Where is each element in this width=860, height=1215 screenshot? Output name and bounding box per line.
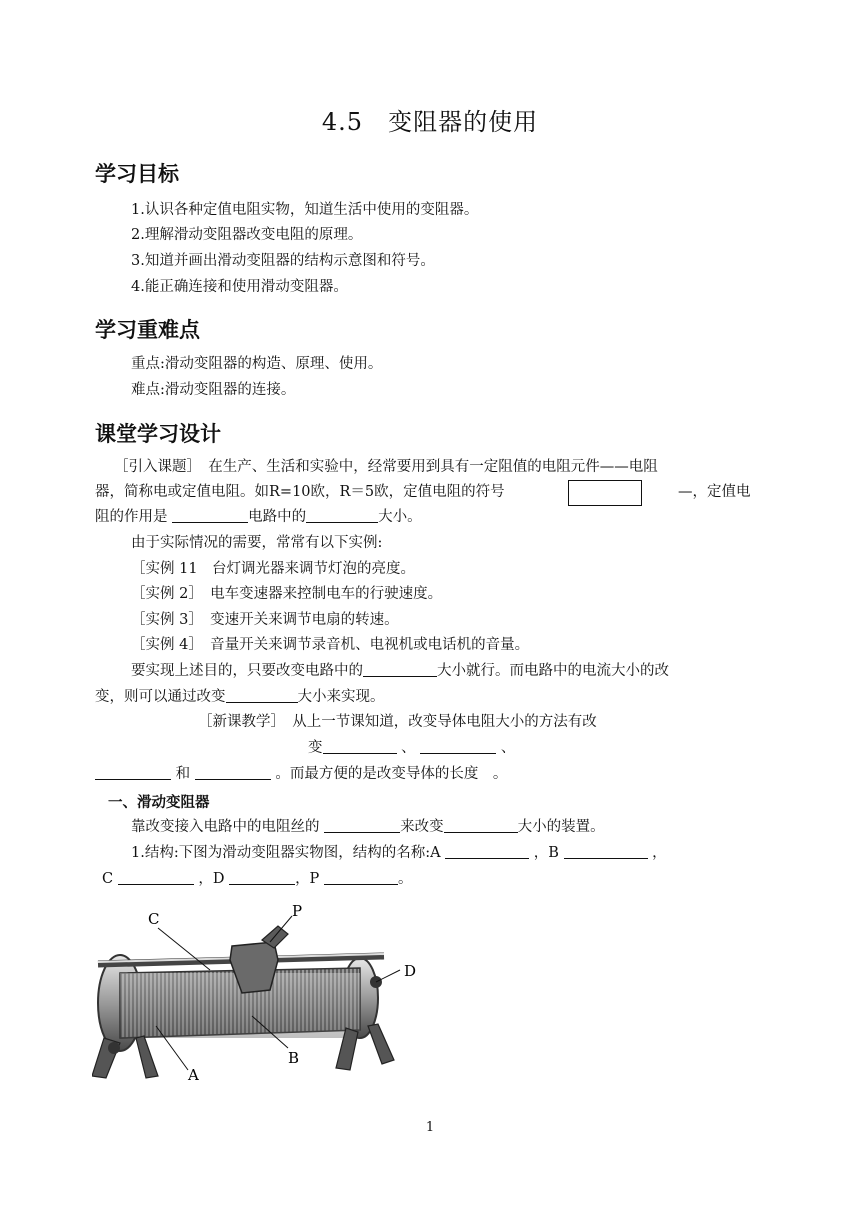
blank xyxy=(226,687,298,703)
page-title: 4.5 变阻器的使用 xyxy=(321,108,539,136)
rheostat-figure xyxy=(92,898,432,1093)
example-item: ［实例 2］ 电车变速器来控制电车的行驶速度。 xyxy=(131,586,443,602)
label-d: D xyxy=(404,962,417,980)
label-p: P xyxy=(292,902,303,920)
structure-line-2: C ，D ，P 。 xyxy=(102,871,413,887)
heading-class-design: 课堂学习设计 xyxy=(95,422,221,446)
label-a: A xyxy=(188,1066,199,1084)
example-item: ［实例 3］ 变速开关来调节电扇的转速。 xyxy=(131,612,399,628)
intro-line-1: ［引入课题］ 在生产、生活和实验中，经常要用到具有一定阻值的电阻元件——电阻 xyxy=(114,459,658,475)
goal-line-2: 变，则可以通过改变 大小来实现。 xyxy=(95,689,385,705)
blank xyxy=(195,764,271,780)
blank xyxy=(118,869,194,885)
new-lesson-line-3: 和 。而最方便的是改变导体的长度 。 xyxy=(95,764,507,785)
blank xyxy=(324,869,398,885)
structure-line-1: 1.结构:下图为滑动变阻器实物图，结构的名称:A ，B ， xyxy=(131,845,667,861)
terminal-a xyxy=(108,1042,120,1054)
blank xyxy=(323,738,397,754)
goal-line-1: 要实现上述目的，只要改变电路中的 大小就行。而电路中的电流大小的改 xyxy=(131,663,669,679)
goal-item: 2.理解滑动变阻器改变电阻的原理。 xyxy=(131,227,363,243)
heading-key-points: 学习重难点 xyxy=(95,318,200,342)
focus-point: 重点:滑动变阻器的构造、原理、使用。 xyxy=(131,356,383,372)
intro-line-2: 器，简称电或定值电阻。如R=10欧，R＝5欧，定值电阻的符号 xyxy=(95,484,505,500)
blank xyxy=(444,817,518,833)
heading-slide-rheostat: 一、滑动变阻器 xyxy=(108,795,210,811)
goal-item: 1.认识各种定值电阻实物，知道生活中使用的变阻器。 xyxy=(131,202,479,218)
blank xyxy=(420,738,496,754)
example-item: ［实例 11 台灯调光器来调节灯泡的亮度。 xyxy=(131,561,416,577)
resistor-symbol-box xyxy=(568,480,642,506)
new-lesson-line-1: ［新课教学］ 从上一节课知道，改变导体电阻大小的方法有改 xyxy=(198,714,597,730)
page-number: 1 xyxy=(425,1120,435,1135)
goal-item: 4.能正确连接和使用滑动变阻器。 xyxy=(131,279,348,295)
need-line: 由于实际情况的需要，常常有以下实例: xyxy=(131,535,383,551)
difficulty-point: 难点:滑动变阻器的连接。 xyxy=(131,382,296,398)
blank xyxy=(172,507,248,523)
blank xyxy=(229,869,295,885)
label-c: C xyxy=(148,910,160,928)
blank xyxy=(363,661,437,677)
goal-item: 3.知道并画出滑动变阻器的结构示意图和符号。 xyxy=(131,253,435,269)
new-lesson-line-2: 变 、 、 xyxy=(308,740,516,756)
blank xyxy=(324,817,400,833)
heading-learning-goals: 学习目标 xyxy=(95,162,179,186)
example-item: ［实例 4］ 音量开关来调节录音机、电视机或电话机的音量。 xyxy=(131,637,530,653)
intro-line-2-end: —，定值电 xyxy=(678,484,751,500)
blank xyxy=(306,507,378,523)
label-b: B xyxy=(288,1049,300,1067)
definition-line: 靠改变接入电路中的电阻丝的 来改变 大小的装置。 xyxy=(131,819,605,835)
blank xyxy=(445,843,529,859)
intro-line-3: 阻的作用是 电路中的 大小。 xyxy=(95,509,422,525)
blank xyxy=(95,764,171,780)
blank xyxy=(564,843,648,859)
